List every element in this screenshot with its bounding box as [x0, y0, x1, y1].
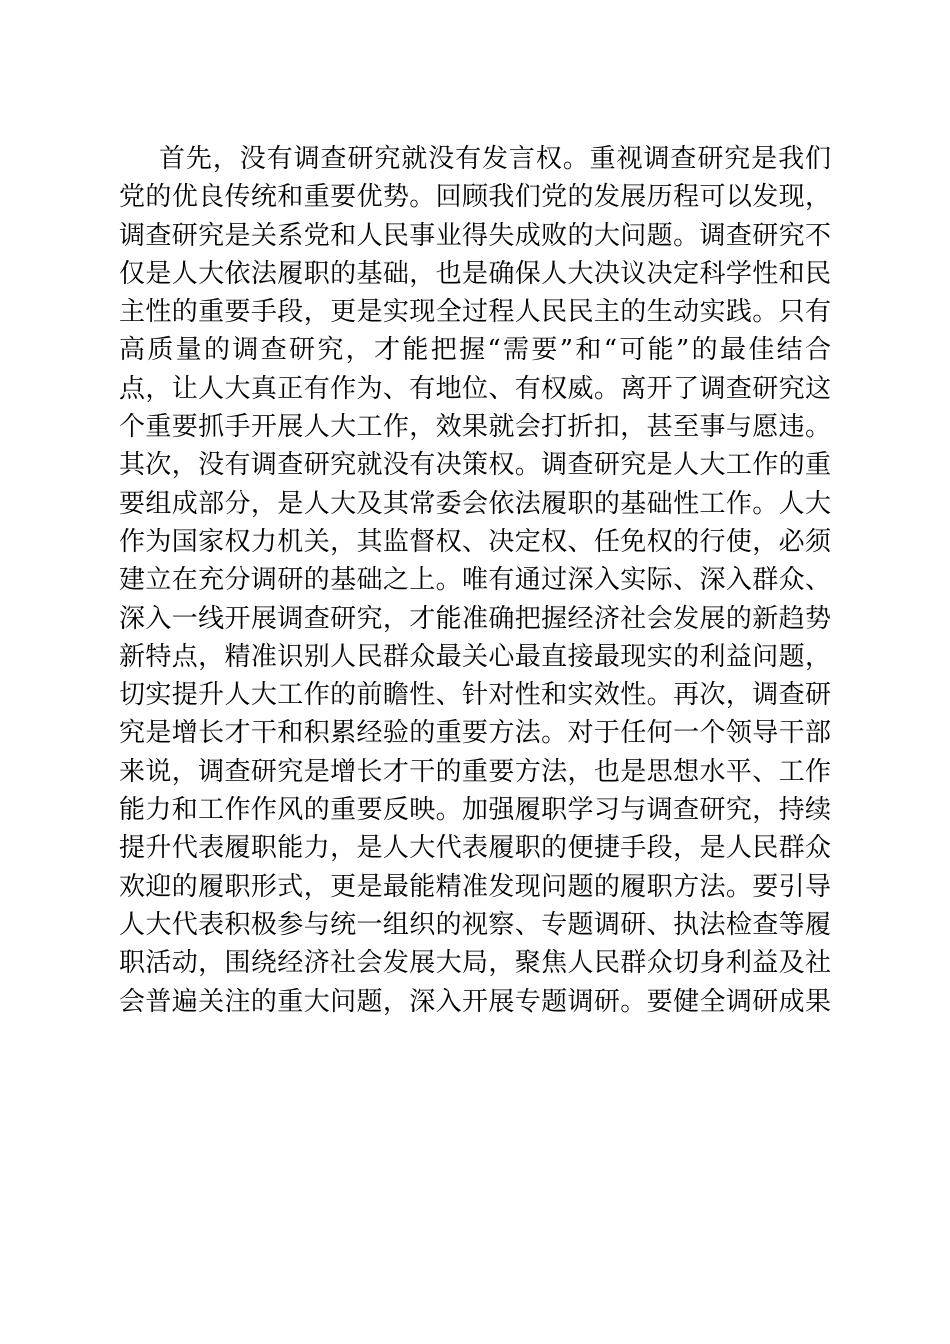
text-line: 调查研究是关系党和人民事业得失成败的大问题。调查研究不	[119, 220, 831, 251]
text-line: 个重要抓手开展人大工作，效果就会打折扣，甚至事与愿违。	[119, 412, 831, 443]
text-line: 作为国家权力机关，其监督权、决定权、任免权的行使，必须	[119, 526, 831, 557]
text-line: 会普遍关注的重大问题，深入开展专题调研。要健全调研成果	[119, 986, 831, 1017]
text-line: 高质量的调查研究，才能把握“需要”和“可能”的最佳结合	[119, 335, 831, 366]
text-line: 人大代表积极参与统一组织的视察、专题调研、执法检查等履	[119, 909, 831, 940]
text-line: 深入一线开展调查研究，才能准确把握经济社会发展的新趋势	[119, 603, 831, 634]
text-line: 欢迎的履职形式，更是最能精准发现问题的履职方法。要引导	[119, 871, 831, 902]
text-line: 仅是人大依法履职的基础，也是确保人大决议决定科学性和民	[119, 258, 831, 289]
text-line: 其次，没有调查研究就没有决策权。调查研究是人大工作的重	[119, 450, 831, 481]
text-line: 要组成部分，是人大及其常委会依法履职的基础性工作。人大	[119, 488, 831, 519]
text-line: 点，让人大真正有作为、有地位、有权威。离开了调查研究这	[119, 373, 831, 404]
text-line: 职活动，围绕经济社会发展大局，聚焦人民群众切身利益及社	[119, 948, 831, 979]
text-line: 新特点，精准识别人民群众最关心最直接最现实的利益问题，	[119, 641, 831, 672]
text-line: 切实提升人大工作的前瞻性、针对性和实效性。再次，调查研	[119, 680, 831, 711]
text-line: 党的优良传统和重要优势。回顾我们党的发展历程可以发现，	[119, 182, 831, 213]
text-line: 首先，没有调查研究就没有发言权。重视调查研究是我们	[159, 144, 831, 174]
text-line: 来说，调查研究是增长才干的重要方法，也是思想水平、工作	[119, 756, 831, 787]
text-line: 究是增长才干和积累经验的重要方法。对于任何一个领导干部	[119, 718, 831, 749]
text-line: 提升代表履职能力，是人大代表履职的便捷手段，是人民群众	[119, 833, 831, 864]
text-line: 主性的重要手段，更是实现全过程人民民主的生动实践。只有	[119, 297, 831, 328]
text-line: 建立在充分调研的基础之上。唯有通过深入实际、深入群众、	[119, 565, 831, 596]
body-paragraph	[119, 140, 831, 1021]
text-line: 能力和工作作风的重要反映。加强履职学习与调查研究，持续	[119, 795, 831, 826]
